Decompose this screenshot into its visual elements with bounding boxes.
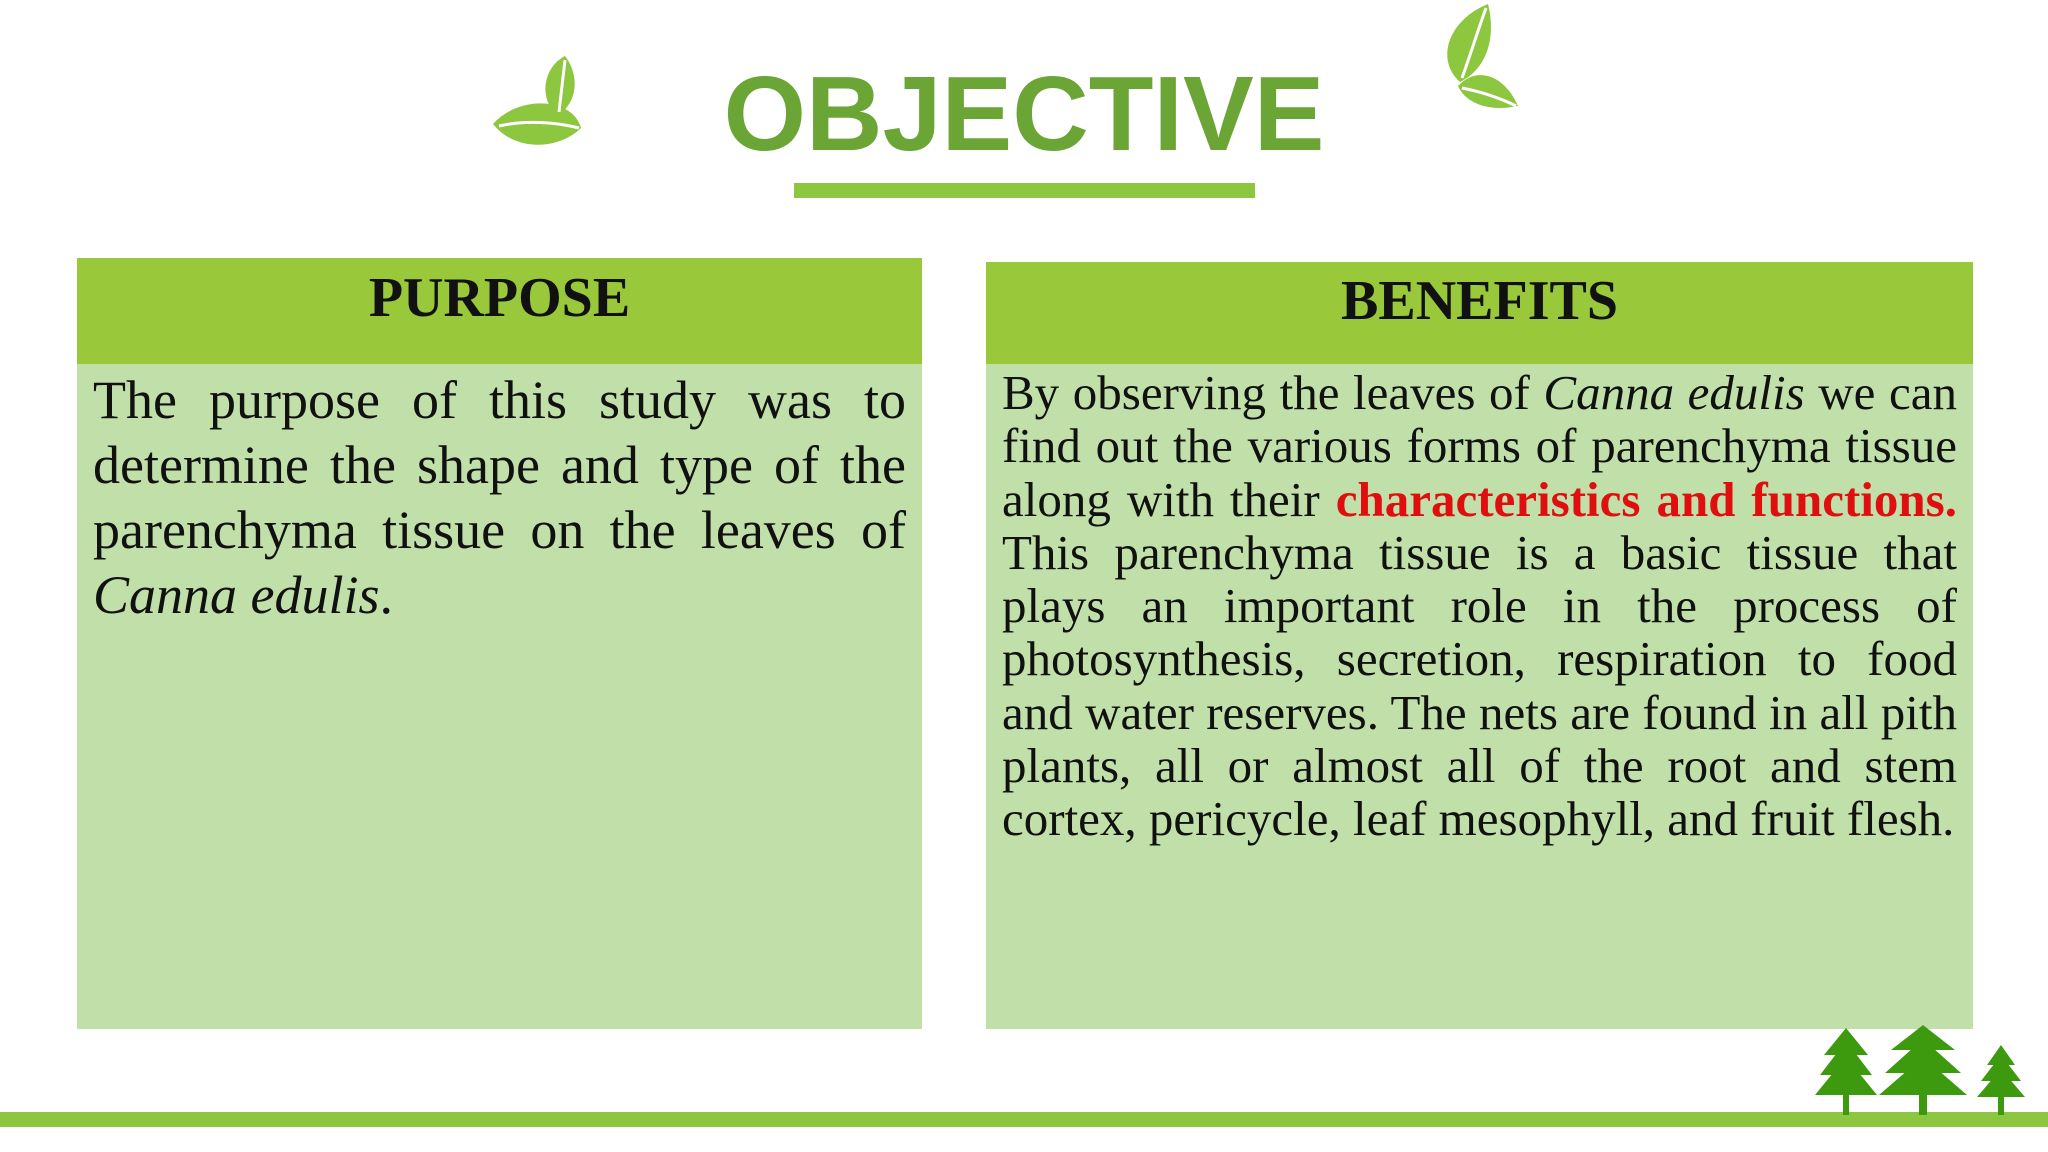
purpose-text-end: .: [379, 565, 394, 625]
benefits-panel: [986, 262, 1973, 1029]
benefits-text-middle: we can find out the various forms of parenchyma tissue along with their: [1002, 365, 1957, 527]
purpose-text: [93, 368, 906, 628]
title-underline: [794, 183, 1255, 198]
ground-line: [0, 1112, 2048, 1127]
benefits-text: [1002, 366, 1957, 846]
benefits-text-intro: By observing the leaves of: [1002, 365, 1544, 420]
purpose-heading: PURPOSE: [77, 258, 922, 364]
benefits-text-rest: This parenchyma tissue is a basic tissue that plays an important role in the process of photosynthesis, secretion, respiration to food and water reserves. The nets are found in all pith plants, all or almost all of the root and stem cortex, pericycle, leaf mesophyll, and fruit flesh.: [1002, 524, 1957, 847]
purpose-panel: [77, 258, 922, 1029]
page-title: OBJECTIVE: [723, 55, 1325, 173]
benefits-heading: BENEFITS: [986, 262, 1973, 364]
benefits-highlight: characteristics and functions.: [1335, 471, 1957, 527]
purpose-text-main: The purpose of this study was to determine the shape and type of the parenchyma tissue on the leaves of: [93, 370, 906, 560]
benefits-species-name: Canna edulis: [1543, 365, 1805, 420]
purpose-species-name: Canna edulis: [93, 565, 380, 625]
pine-trees-icon: [1815, 1025, 2035, 1115]
